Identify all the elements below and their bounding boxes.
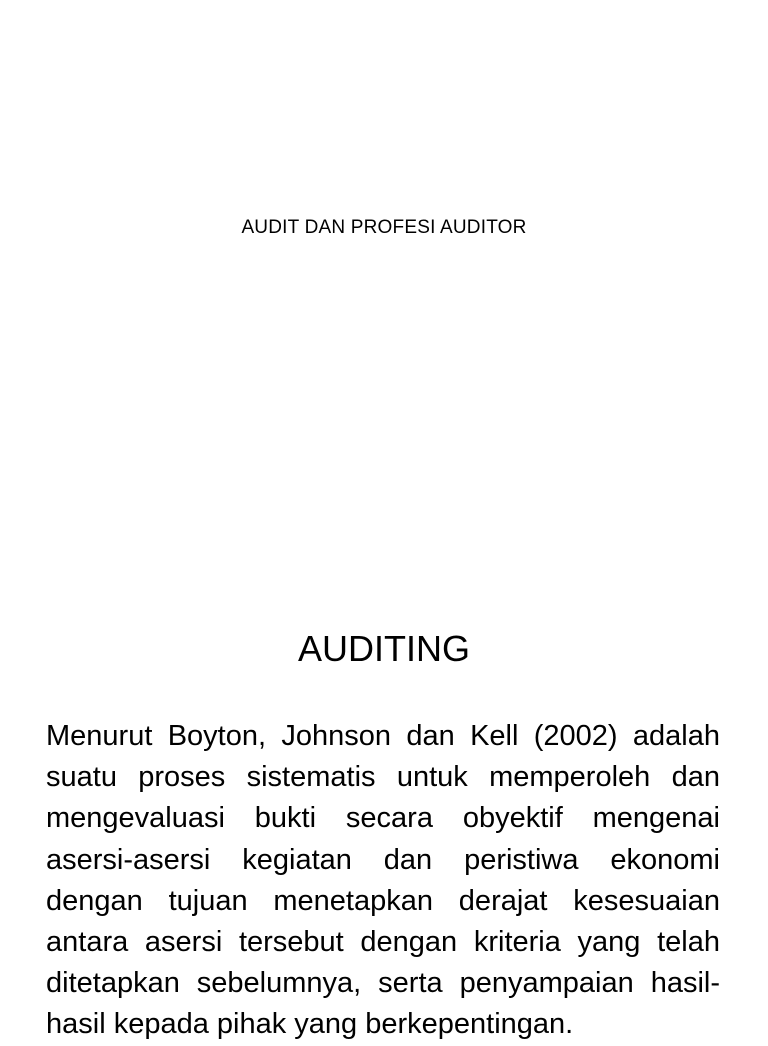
definition-paragraph: Menurut Boyton, Johnson dan Kell (2002) adalah suatu proses sistematis untuk memperoleh dan mengevaluasi bukti secara obyektif mengenai asersi-asersi kegiatan dan peristiwa ekonomi dengan tujuan menetapkan derajat kesesuaian antara asersi tersebut dengan kriteria yang telah ditetapkan sebelumnya, serta penyampaian hasil-hasil kepada pihak yang berkepentingan.: [46, 720, 720, 1041]
slide-auditing: [0, 576, 768, 1041]
document-title: AUDIT DAN PROFESI AUDITOR: [241, 217, 527, 238]
section-heading: AUDITING: [297, 628, 470, 669]
